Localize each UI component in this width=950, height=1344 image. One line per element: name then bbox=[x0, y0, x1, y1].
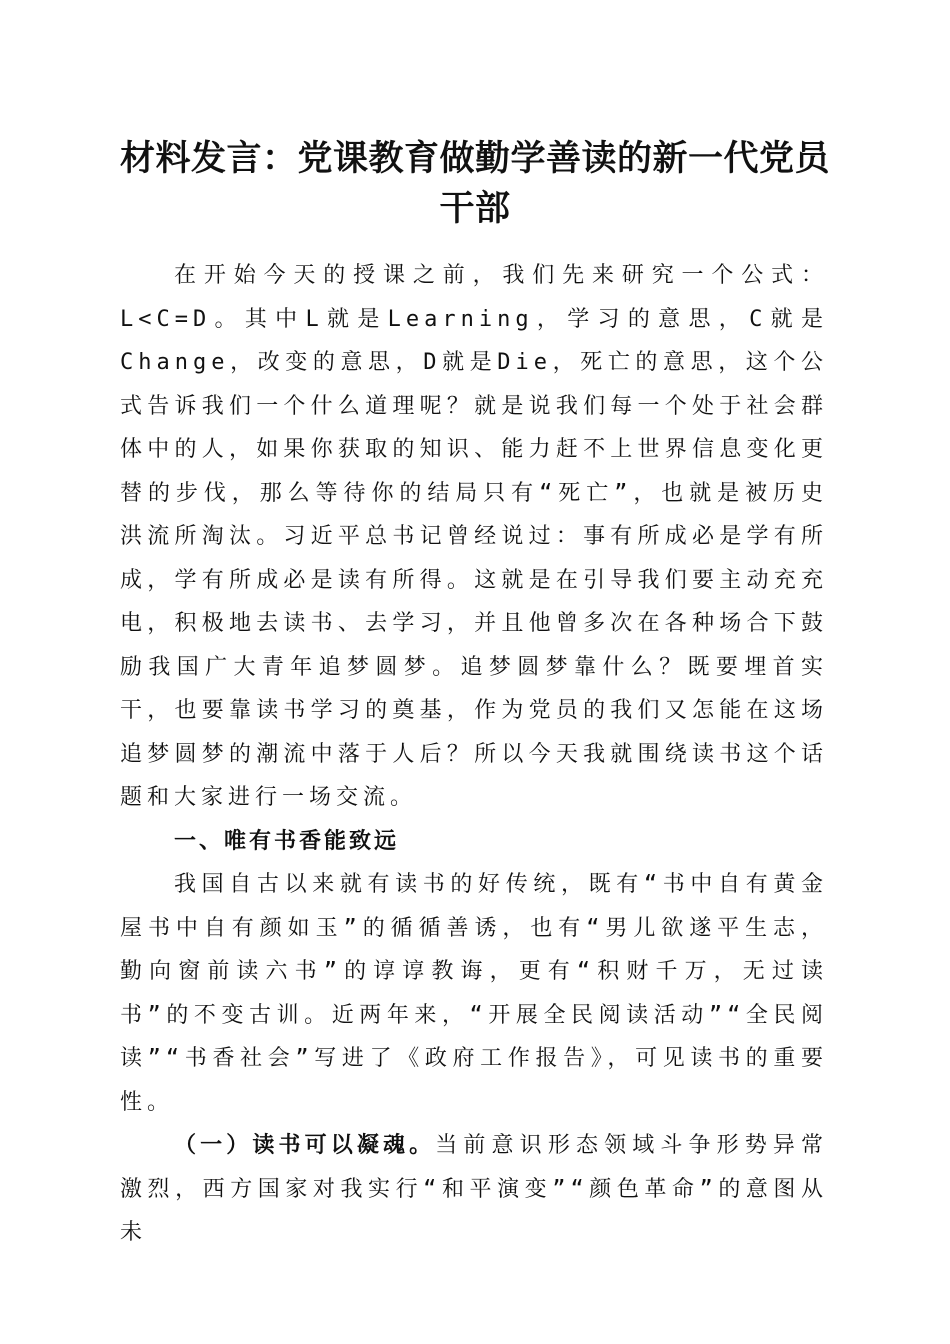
document-body bbox=[120, 254, 828, 1255]
subsection-1-paragraph bbox=[120, 1124, 828, 1255]
intro-paragraph: 在开始今天的授课之前，我们先来研究一个公式：L<C=D。其中L就是Learning，学习的意思，C就是Change，改变的意思，D就是Die，死亡的意思，这个公式告诉我们一个什么道理呢？就是说我们每一个处于社会群体中的人，如果你获取的知识、能力赶不上世界信息变化更替的步伐，那么等待你的结局只有“死亡”，也就是被历史洪流所淘汰。习近平总书记曾经说过：事有所成必是学有所成，学有所成必是读有所得。这就是在引导我们要主动充充电，积极地去读书、去学习，并且他曾多次在各种场合下鼓励我国广大青年追梦圆梦。追梦圆梦靠什么？既要埋首实干，也要靠读书学习的奠基，作为党员的我们又怎能在这场追梦圆梦的潮流中落于人后？所以今天我就围绕读书这个话题和大家进行一场交流。 bbox=[120, 263, 828, 810]
section-heading-1: 一、唯有书香能致远 bbox=[174, 828, 400, 854]
section-1-paragraph: 我国自古以来就有读书的好传统，既有“书中自有黄金屋书中自有颜如玉”的循循善诱，也有“男儿欲遂平生志，勤向窗前读六书”的谆谆教诲，更有“积财千万，无过读书”的不变古训。近两年来，“开展全民阅读活动”“全民阅读”“书香社会”写进了《政府工作报告》，可见读书的重要性。 bbox=[120, 872, 828, 1115]
title-line-2: 干部 bbox=[439, 188, 511, 229]
subsection-1-text: 当前意识形态领域斗争形势异常激烈，西方国家对我实行“和平演变”“颜色革命”的意图从未 bbox=[120, 1133, 828, 1245]
document-title bbox=[110, 134, 840, 234]
title-line-1: 材料发言：党课教育做勤学善读的新一代党员 bbox=[119, 138, 830, 179]
subsection-1-lead: （一）读书可以凝魂。 bbox=[174, 1133, 436, 1158]
